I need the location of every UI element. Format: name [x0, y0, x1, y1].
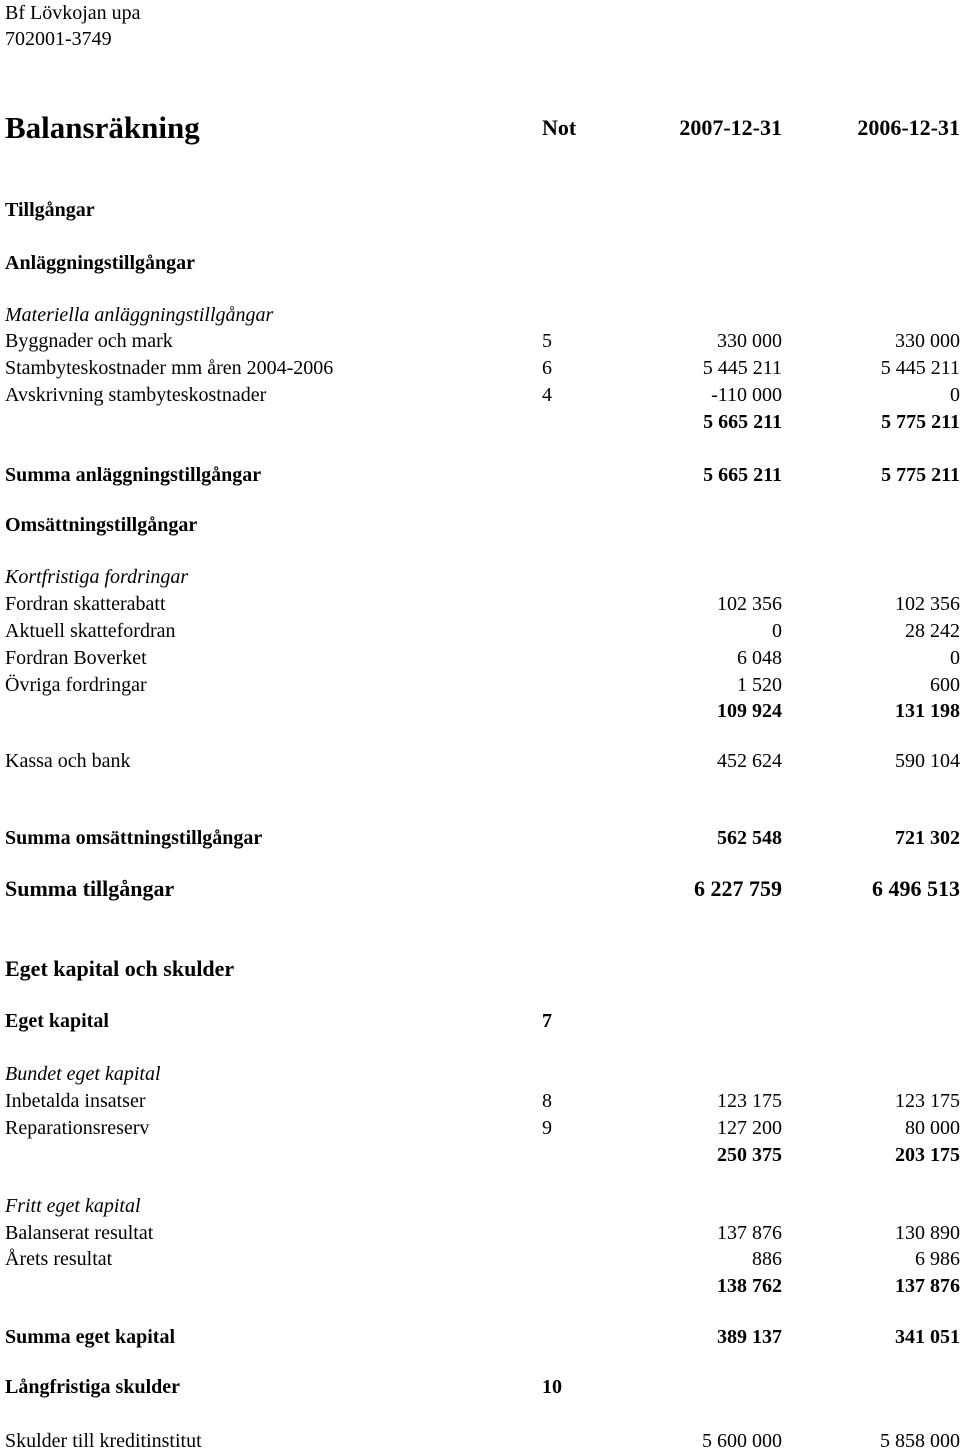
- page-title: Balansräkning: [5, 110, 200, 145]
- row-value-2006: 721 302: [895, 827, 960, 849]
- table-row: [5, 1220, 960, 1246]
- row-value-2006: 6 986: [915, 1248, 960, 1270]
- row-value-2006: 330 000: [895, 330, 960, 352]
- row-label: Eget kapital och skulder: [5, 956, 235, 981]
- column-header-2006: 2006-12-31: [857, 115, 960, 140]
- row-label: Bundet eget kapital: [5, 1063, 161, 1085]
- table-row: [5, 748, 960, 774]
- row-value-2006: 5 775 211: [881, 411, 960, 433]
- row-value-2006: 80 000: [905, 1117, 960, 1139]
- row-note: 5: [542, 330, 552, 352]
- table-row: [5, 512, 960, 538]
- row-label: Balanserat resultat: [5, 1222, 154, 1244]
- row-value-2006: 341 051: [895, 1326, 960, 1348]
- row-label: Anläggningstillgångar: [5, 252, 196, 274]
- row-value-2007: 330 000: [717, 330, 782, 352]
- table-row: [5, 564, 960, 590]
- row-label: Avskrivning stambyteskostnader: [5, 384, 267, 406]
- row-value-2006: 5 858 000: [880, 1430, 960, 1452]
- row-value-2006: 123 175: [895, 1090, 960, 1112]
- table-row: [5, 382, 960, 408]
- title-row: [5, 110, 960, 146]
- table-row: [5, 1374, 960, 1400]
- table-row: [5, 250, 960, 276]
- row-value-2006: 600: [930, 674, 960, 696]
- row-label: Summa anläggningstillgångar: [5, 464, 262, 486]
- row-note: 6: [542, 357, 552, 379]
- row-label: Eget kapital: [5, 1010, 109, 1032]
- row-value-2007: 123 175: [717, 1090, 782, 1112]
- table-row: [5, 1061, 960, 1087]
- row-label: Långfristiga skulder: [5, 1376, 181, 1398]
- table-row: [5, 1246, 960, 1272]
- table-row: [5, 1142, 960, 1168]
- row-value-2006: 130 890: [895, 1222, 960, 1244]
- row-label: Byggnader och mark: [5, 330, 173, 352]
- row-label: Fritt eget kapital: [5, 1195, 141, 1217]
- row-value-2006: 5 445 211: [880, 357, 960, 379]
- row-value-2007: -110 000: [711, 384, 782, 406]
- org-name: Bf Lövkojan upa: [5, 2, 141, 24]
- column-header-2007: 2007-12-31: [679, 115, 782, 140]
- row-label: Reparationsreserv: [5, 1117, 150, 1139]
- row-label: Skulder till kreditinstitut: [5, 1430, 202, 1452]
- row-label: Materiella anläggningstillgångar: [5, 304, 274, 326]
- table-row: [5, 1193, 960, 1219]
- row-label: Årets resultat: [5, 1248, 113, 1270]
- row-label: Summa tillgångar: [5, 876, 175, 901]
- row-value-2006: 137 876: [895, 1275, 960, 1297]
- row-label: Summa omsättningstillgångar: [5, 827, 263, 849]
- row-note: 9: [542, 1117, 552, 1139]
- row-value-2006: 0: [950, 647, 960, 669]
- table-row: [5, 1008, 960, 1034]
- row-value-2007: 0: [772, 620, 782, 642]
- row-value-2007: 886: [752, 1248, 782, 1270]
- row-label: Summa eget kapital: [5, 1326, 175, 1348]
- row-value-2007: 5 665 211: [703, 464, 782, 486]
- row-label: Omsättningstillgångar: [5, 514, 198, 536]
- table-row: [5, 1273, 960, 1299]
- row-value-2006: 0: [950, 384, 960, 406]
- table-row: [5, 1324, 960, 1350]
- row-label: Aktuell skattefordran: [5, 620, 176, 642]
- row-value-2007: 6 227 759: [694, 876, 782, 901]
- org-number: 702001-3749: [5, 28, 112, 50]
- table-row: [5, 462, 960, 488]
- row-value-2007: 5 445 211: [702, 357, 782, 379]
- row-value-2006: 6 496 513: [872, 876, 960, 901]
- table-row: [5, 197, 960, 223]
- row-value-2007: 452 624: [717, 750, 782, 772]
- table-row: [5, 591, 960, 617]
- table-row: [5, 409, 960, 435]
- row-value-2007: 127 200: [717, 1117, 782, 1139]
- row-value-2006: 5 775 211: [881, 464, 960, 486]
- table-row: [5, 825, 960, 851]
- row-label: Fordran skatterabatt: [5, 593, 166, 615]
- row-value-2007: 1 520: [737, 674, 782, 696]
- row-value-2007: 389 137: [717, 1326, 782, 1348]
- row-value-2006: 590 104: [895, 750, 960, 772]
- row-value-2007: 562 548: [717, 827, 782, 849]
- row-value-2006: 131 198: [895, 700, 960, 722]
- row-label: Inbetalda insatser: [5, 1090, 146, 1112]
- row-label: Kortfristiga fordringar: [5, 566, 189, 588]
- row-note: 8: [542, 1090, 552, 1112]
- row-value-2006: 203 175: [895, 1144, 960, 1166]
- row-value-2006: 102 356: [895, 593, 960, 615]
- row-value-2007: 138 762: [717, 1275, 782, 1297]
- table-row: [5, 355, 960, 381]
- table-row: [5, 698, 960, 724]
- row-note: 7: [542, 1010, 552, 1032]
- row-value-2007: 250 375: [717, 1144, 782, 1166]
- row-value-2007: 6 048: [737, 647, 782, 669]
- table-row: [5, 876, 960, 902]
- row-label: Fordran Boverket: [5, 647, 147, 669]
- not-column-header: Not: [542, 115, 577, 140]
- table-row: [5, 618, 960, 644]
- row-value-2007: 102 356: [717, 593, 782, 615]
- row-label: Stambyteskostnader mm åren 2004-2006: [5, 357, 334, 379]
- row-value-2006: 28 242: [905, 620, 960, 642]
- table-row: [5, 672, 960, 698]
- row-note: 4: [542, 384, 552, 406]
- table-row: [5, 1088, 960, 1114]
- row-label: Tillgångar: [5, 199, 95, 221]
- row-label: Övriga fordringar: [5, 674, 147, 696]
- row-value-2007: 137 876: [717, 1222, 782, 1244]
- table-row: [5, 645, 960, 671]
- row-value-2007: 109 924: [717, 700, 782, 722]
- table-row: [5, 956, 960, 982]
- table-row: [5, 302, 960, 328]
- row-value-2007: 5 600 000: [702, 1430, 782, 1452]
- row-label: Kassa och bank: [5, 750, 131, 772]
- table-row: [5, 328, 960, 354]
- table-row: [5, 1428, 960, 1454]
- table-row: [5, 1115, 960, 1141]
- row-note: 10: [542, 1376, 562, 1398]
- row-value-2007: 5 665 211: [703, 411, 782, 433]
